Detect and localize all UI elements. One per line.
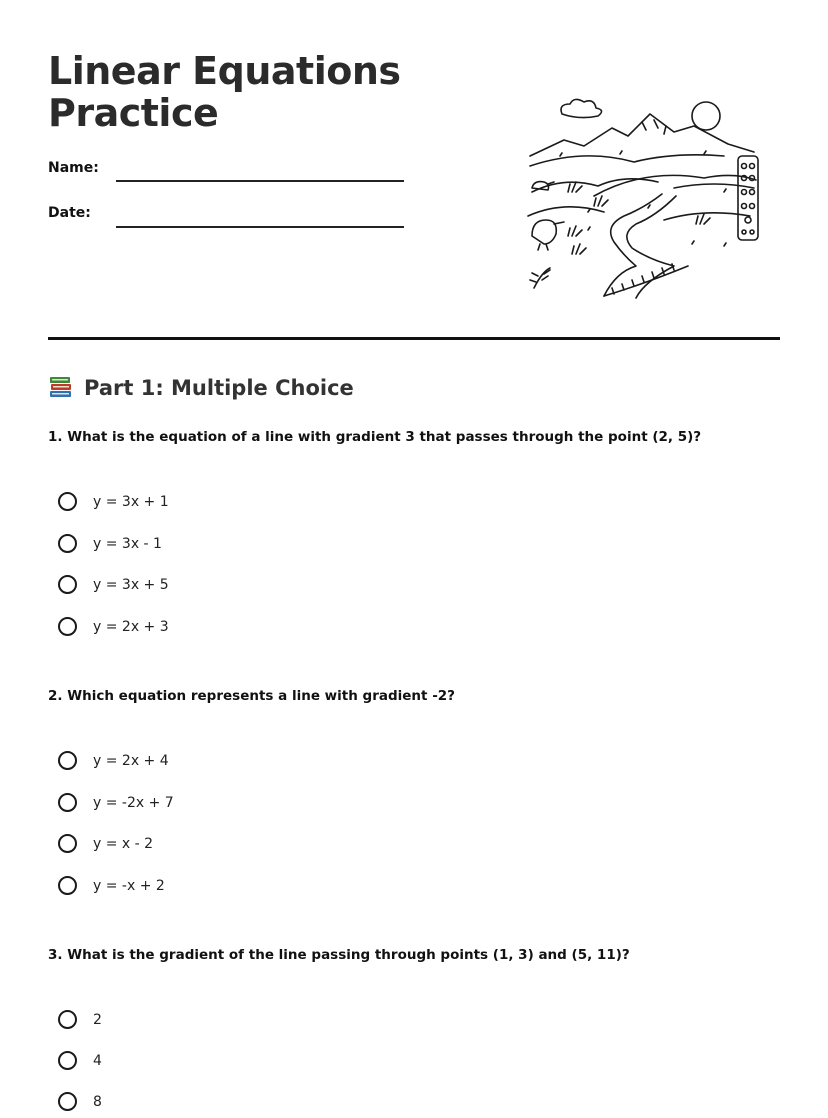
title-line-2: Practice <box>48 91 219 135</box>
section-title: Part 1: Multiple Choice <box>84 376 354 400</box>
option-label: 4 <box>93 1052 102 1069</box>
question-1: 1. What is the equation of a line with gradient 3 that passes through the point (2, 5)? <box>48 429 702 445</box>
option-label: y = 2x + 3 <box>93 618 169 635</box>
option-label: y = 3x + 5 <box>93 576 169 593</box>
option-label: y = -x + 2 <box>93 877 165 894</box>
option-label: y = -2x + 7 <box>93 794 174 811</box>
option-label: y = 2x + 4 <box>93 752 169 769</box>
option-label: y = x - 2 <box>93 835 154 852</box>
radio-button[interactable] <box>58 876 77 895</box>
q3-option-a[interactable] <box>58 1010 102 1029</box>
q2-option-b[interactable] <box>58 793 174 812</box>
title-line-1: Linear Equations <box>48 49 401 93</box>
q1-option-b[interactable] <box>58 534 162 553</box>
radio-button[interactable] <box>58 751 77 770</box>
question-3: 3. What is the gradient of the line passing through points (1, 3) and (5, 11)? <box>48 947 630 963</box>
radio-button[interactable] <box>58 534 77 553</box>
q2-option-c[interactable] <box>58 834 153 853</box>
date-label: Date: <box>48 205 91 221</box>
q3-option-b[interactable] <box>58 1051 102 1070</box>
q2-option-d[interactable] <box>58 876 165 895</box>
q1-option-a[interactable] <box>58 492 169 511</box>
option-label: 2 <box>93 1011 102 1028</box>
books-icon <box>48 374 74 402</box>
radio-button[interactable] <box>58 793 77 812</box>
q1-option-d[interactable] <box>58 617 169 636</box>
radio-button[interactable] <box>58 492 77 511</box>
radio-button[interactable] <box>58 834 77 853</box>
q1-option-c[interactable] <box>58 575 169 594</box>
section-heading <box>48 374 354 402</box>
radio-button[interactable] <box>58 1051 77 1070</box>
name-label: Name: <box>48 160 99 176</box>
radio-button[interactable] <box>58 617 77 636</box>
option-label: 8 <box>93 1093 102 1110</box>
name-field[interactable] <box>116 180 404 182</box>
question-2: 2. Which equation represents a line with gradient -2? <box>48 688 456 704</box>
option-label: y = 3x + 1 <box>93 493 169 510</box>
date-field[interactable] <box>116 226 404 228</box>
radio-button[interactable] <box>58 1092 77 1111</box>
option-label: y = 3x - 1 <box>93 535 162 552</box>
radio-button[interactable] <box>58 1010 77 1029</box>
radio-button[interactable] <box>58 575 77 594</box>
page-title <box>48 50 401 134</box>
q2-option-a[interactable] <box>58 751 169 770</box>
section-divider <box>48 337 780 340</box>
q3-option-c[interactable] <box>58 1092 102 1111</box>
landscape-illustration <box>524 96 764 306</box>
